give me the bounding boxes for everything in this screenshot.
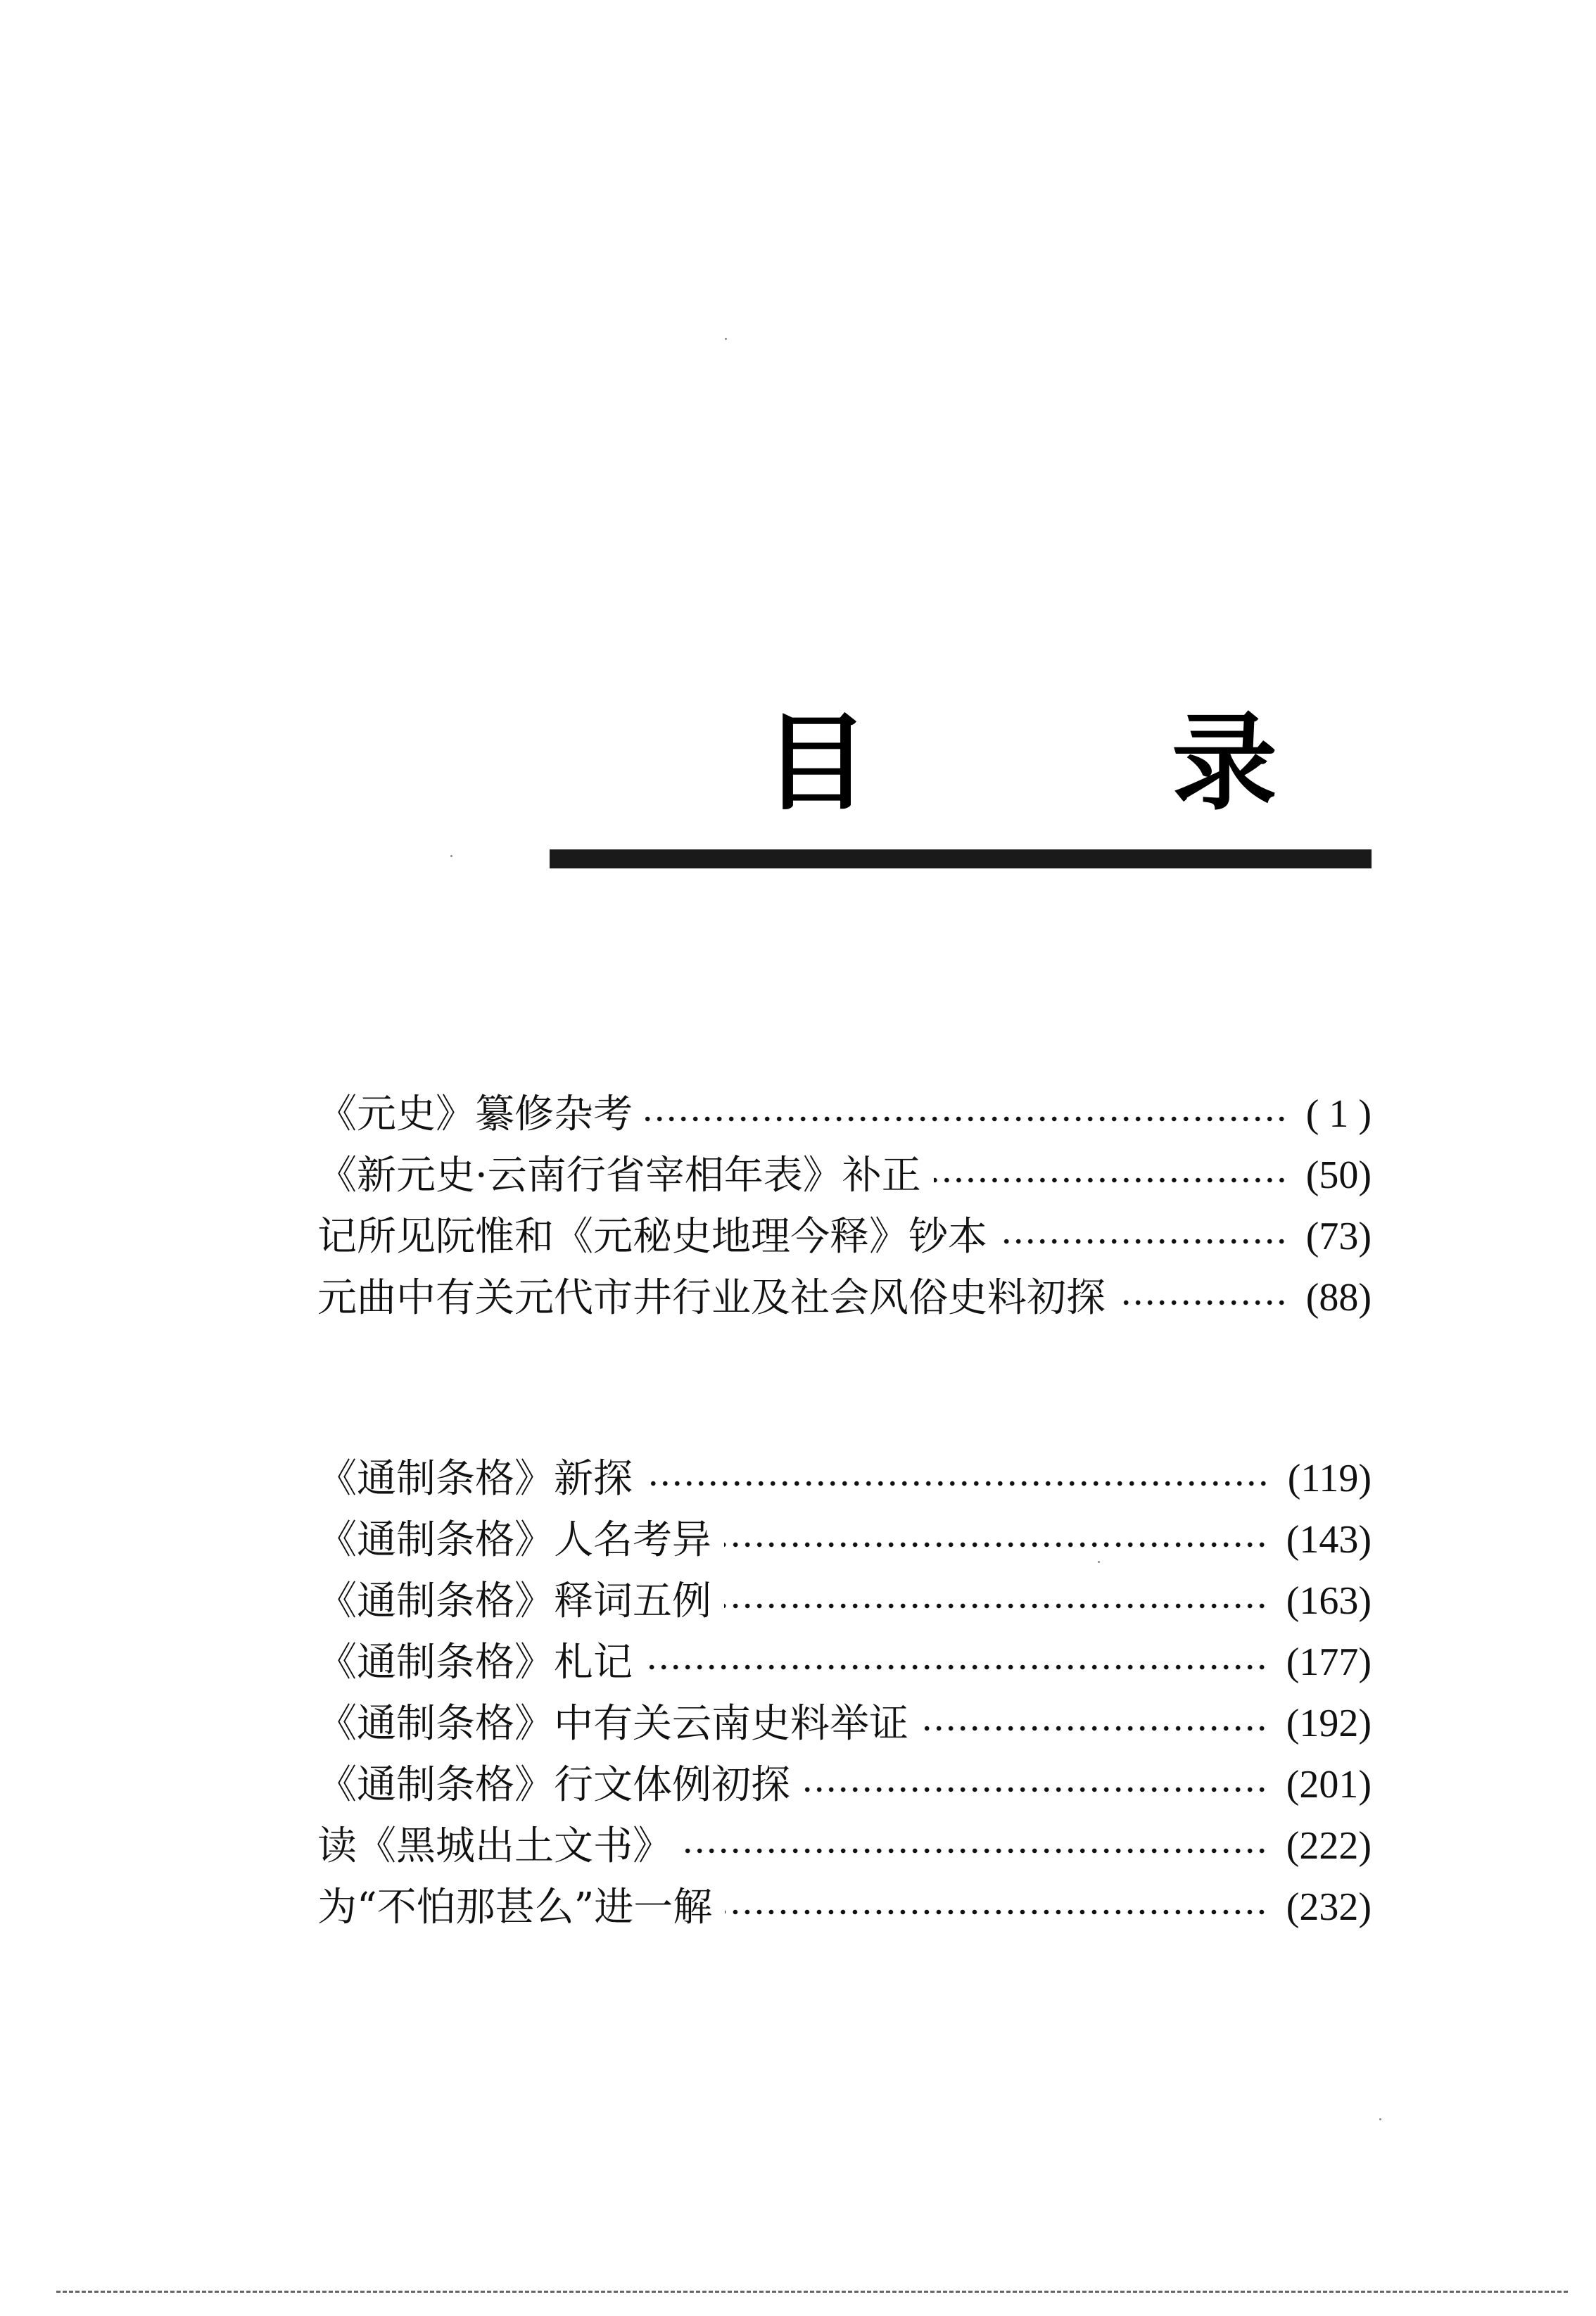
toc-entry-title: 《通制条格》新探 <box>317 1456 633 1502</box>
toc-entry[interactable] <box>317 1693 1372 1754</box>
dot-leader <box>685 1848 1268 1854</box>
toc-entry[interactable] <box>317 1206 1372 1267</box>
toc-entry[interactable] <box>317 1632 1372 1693</box>
page-title-char-1: 目 <box>764 702 870 825</box>
scan-speck <box>450 855 452 857</box>
toc-entry-title: 《通制条格》中有关云南史料举证 <box>317 1701 908 1747</box>
toc-entry[interactable] <box>317 1816 1372 1877</box>
toc-entry-title: 《通制条格》札记 <box>317 1640 633 1685</box>
toc-entry-title: 《通制条格》人名考异 <box>317 1517 711 1563</box>
toc-group-2 <box>317 1448 1372 1938</box>
toc-entry-page: (201) <box>1286 1763 1372 1806</box>
page-title-char-2: 录 <box>1172 702 1278 825</box>
dot-leader <box>921 1726 1268 1731</box>
toc-entry-page: ( 1 ) <box>1305 1092 1372 1136</box>
toc-entry-title: 元曲中有关元代市井行业及社会风俗史料初探 <box>317 1275 1106 1321</box>
toc-entry[interactable] <box>317 1754 1372 1816</box>
toc-entry-title: 读《黑城出土文书》 <box>317 1823 672 1869</box>
toc-entry-page: (177) <box>1286 1640 1372 1684</box>
toc-entry-title: 《元史》纂修杂考 <box>317 1091 633 1137</box>
scan-speck <box>1098 1561 1100 1563</box>
dot-leader <box>1000 1239 1288 1244</box>
toc-group-1 <box>317 1084 1372 1329</box>
scan-speck <box>1379 2118 1381 2120</box>
toc-entry-page: (163) <box>1286 1579 1372 1623</box>
dot-leader <box>645 1481 1269 1486</box>
toc-entry-page: (88) <box>1305 1276 1372 1320</box>
dot-leader <box>803 1787 1268 1792</box>
toc-entry-title: 记所见阮惟和《元秘史地理今释》钞本 <box>317 1214 987 1260</box>
dot-leader <box>725 1909 1267 1915</box>
toc-entry[interactable] <box>317 1510 1372 1571</box>
title-rule <box>550 849 1372 868</box>
toc-entry-page: (222) <box>1286 1824 1372 1868</box>
toc-entry[interactable] <box>317 1267 1372 1329</box>
toc-entry-title: 为“不怕那甚么”进一解 <box>317 1885 713 1930</box>
dot-leader <box>645 1664 1268 1670</box>
dot-leader <box>724 1603 1268 1609</box>
toc-entry-title: 《通制条格》行文体例初探 <box>317 1762 790 1808</box>
dot-leader <box>934 1177 1288 1183</box>
toc-entry-page: (232) <box>1286 1885 1372 1929</box>
toc-entry-page: (73) <box>1305 1215 1372 1258</box>
toc-entry-page: (192) <box>1286 1702 1372 1745</box>
toc-entry-page: (119) <box>1287 1457 1372 1500</box>
dot-leader <box>1118 1300 1288 1305</box>
toc-entry[interactable] <box>317 1448 1372 1510</box>
toc-entry-title: 《通制条格》释词五例 <box>317 1578 711 1624</box>
dot-leader <box>724 1542 1268 1548</box>
scan-edge-line <box>56 2291 1568 2293</box>
toc-entry-page: (50) <box>1305 1153 1372 1197</box>
toc-entry[interactable] <box>317 1084 1372 1145</box>
toc-entry-title: 《新元史·云南行省宰相年表》补正 <box>317 1153 921 1198</box>
toc-entry-page: (143) <box>1286 1518 1372 1562</box>
toc-entry[interactable] <box>317 1571 1372 1632</box>
toc-entry[interactable] <box>317 1877 1372 1938</box>
toc-entry[interactable] <box>317 1145 1372 1206</box>
dot-leader <box>645 1116 1288 1122</box>
scan-speck <box>725 338 727 340</box>
